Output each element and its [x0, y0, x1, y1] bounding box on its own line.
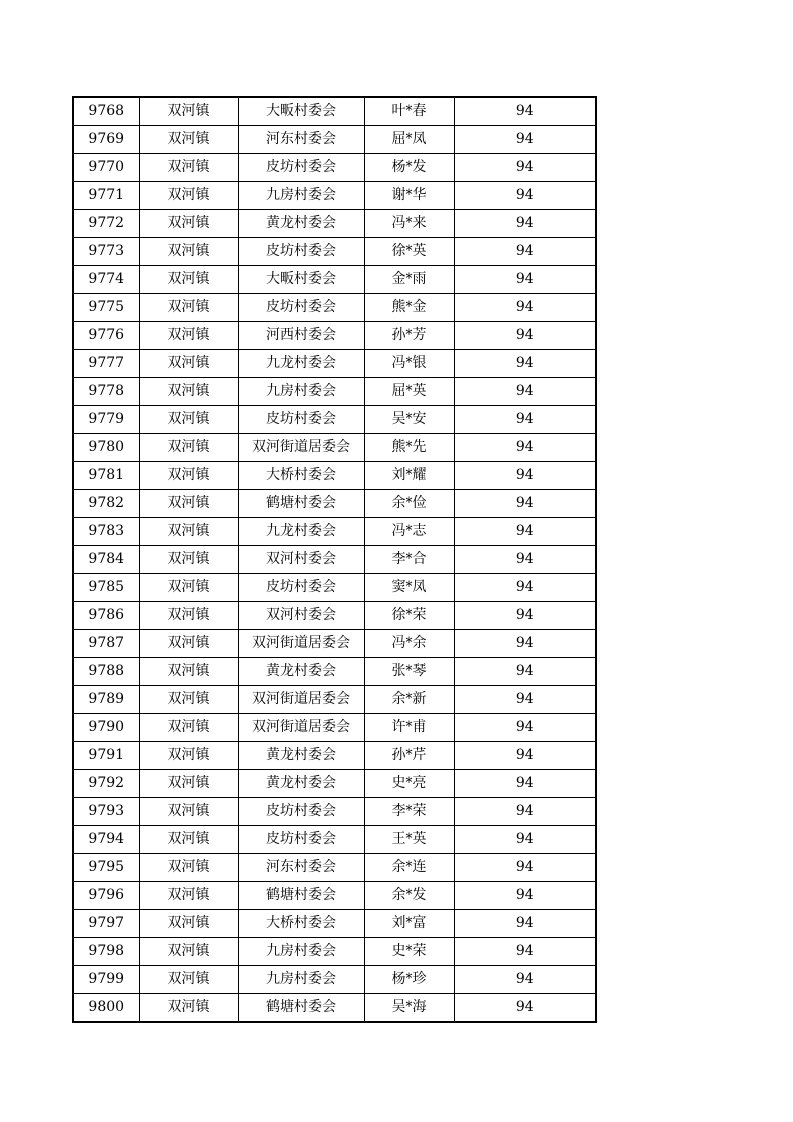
village-cell: 双河街道居委会: [238, 630, 364, 658]
score-cell: 94: [454, 546, 596, 574]
row-number-cell: 9770: [73, 154, 139, 182]
village-cell: 双河村委会: [238, 546, 364, 574]
table-row: [73, 714, 596, 742]
village-cell: 大桥村委会: [238, 462, 364, 490]
score-cell: 94: [454, 798, 596, 826]
score-cell: 94: [454, 630, 596, 658]
score-cell: 94: [454, 882, 596, 910]
town-cell: 双河镇: [139, 126, 238, 154]
town-cell: 双河镇: [139, 462, 238, 490]
table-row: [73, 854, 596, 882]
score-cell: 94: [454, 350, 596, 378]
score-cell: 94: [454, 210, 596, 238]
row-number-cell: 9792: [73, 770, 139, 798]
table-row: [73, 994, 596, 1023]
village-cell: 大畈村委会: [238, 266, 364, 294]
name-cell: 史*荣: [364, 938, 454, 966]
village-cell: 河东村委会: [238, 854, 364, 882]
score-cell: 94: [454, 406, 596, 434]
name-cell: 徐*荣: [364, 602, 454, 630]
name-cell: 孙*芳: [364, 322, 454, 350]
score-cell: 94: [454, 434, 596, 462]
row-number-cell: 9790: [73, 714, 139, 742]
table-row: [73, 378, 596, 406]
name-cell: 李*荣: [364, 798, 454, 826]
row-number-cell: 9768: [73, 97, 139, 126]
town-cell: 双河镇: [139, 910, 238, 938]
table-row: [73, 210, 596, 238]
row-number-cell: 9783: [73, 518, 139, 546]
town-cell: 双河镇: [139, 686, 238, 714]
row-number-cell: 9780: [73, 434, 139, 462]
score-cell: 94: [454, 574, 596, 602]
score-cell: 94: [454, 826, 596, 854]
table-row: [73, 518, 596, 546]
town-cell: 双河镇: [139, 714, 238, 742]
row-number-cell: 9788: [73, 658, 139, 686]
town-cell: 双河镇: [139, 378, 238, 406]
town-cell: 双河镇: [139, 630, 238, 658]
town-cell: 双河镇: [139, 182, 238, 210]
table-row: [73, 686, 596, 714]
row-number-cell: 9778: [73, 378, 139, 406]
village-cell: 鹤塘村委会: [238, 882, 364, 910]
row-number-cell: 9797: [73, 910, 139, 938]
village-cell: 双河村委会: [238, 602, 364, 630]
name-cell: 杨*发: [364, 154, 454, 182]
town-cell: 双河镇: [139, 406, 238, 434]
village-cell: 九龙村委会: [238, 350, 364, 378]
table-row: [73, 798, 596, 826]
village-cell: 九房村委会: [238, 938, 364, 966]
town-cell: 双河镇: [139, 994, 238, 1023]
score-cell: 94: [454, 770, 596, 798]
score-cell: 94: [454, 938, 596, 966]
name-cell: 余*俭: [364, 490, 454, 518]
name-cell: 孙*芹: [364, 742, 454, 770]
village-cell: 大桥村委会: [238, 910, 364, 938]
village-cell: 皮坊村委会: [238, 154, 364, 182]
village-cell: 皮坊村委会: [238, 574, 364, 602]
village-cell: 双河街道居委会: [238, 714, 364, 742]
score-cell: 94: [454, 854, 596, 882]
village-cell: 黄龙村委会: [238, 770, 364, 798]
score-cell: 94: [454, 490, 596, 518]
score-cell: 94: [454, 602, 596, 630]
score-cell: 94: [454, 518, 596, 546]
village-cell: 黄龙村委会: [238, 742, 364, 770]
score-cell: 94: [454, 154, 596, 182]
score-cell: 94: [454, 97, 596, 126]
score-cell: 94: [454, 182, 596, 210]
table-row: [73, 97, 596, 126]
village-cell: 鹤塘村委会: [238, 994, 364, 1023]
town-cell: 双河镇: [139, 546, 238, 574]
name-cell: 吴*海: [364, 994, 454, 1023]
score-cell: 94: [454, 462, 596, 490]
score-cell: 94: [454, 266, 596, 294]
name-cell: 刘*耀: [364, 462, 454, 490]
village-cell: 皮坊村委会: [238, 798, 364, 826]
town-cell: 双河镇: [139, 770, 238, 798]
name-cell: 杨*珍: [364, 966, 454, 994]
table-row: [73, 322, 596, 350]
row-number-cell: 9789: [73, 686, 139, 714]
village-cell: 九房村委会: [238, 378, 364, 406]
row-number-cell: 9779: [73, 406, 139, 434]
data-table: [72, 96, 597, 1023]
name-cell: 熊*先: [364, 434, 454, 462]
row-number-cell: 9796: [73, 882, 139, 910]
score-cell: 94: [454, 126, 596, 154]
name-cell: 余*连: [364, 854, 454, 882]
table-row: [73, 574, 596, 602]
table-row: [73, 462, 596, 490]
table-row: [73, 770, 596, 798]
score-cell: 94: [454, 910, 596, 938]
town-cell: 双河镇: [139, 518, 238, 546]
town-cell: 双河镇: [139, 742, 238, 770]
row-number-cell: 9769: [73, 126, 139, 154]
row-number-cell: 9787: [73, 630, 139, 658]
table-row: [73, 182, 596, 210]
table-row: [73, 910, 596, 938]
row-number-cell: 9800: [73, 994, 139, 1023]
town-cell: 双河镇: [139, 854, 238, 882]
row-number-cell: 9794: [73, 826, 139, 854]
town-cell: 双河镇: [139, 658, 238, 686]
table-row: [73, 490, 596, 518]
name-cell: 冯*银: [364, 350, 454, 378]
table-row: [73, 938, 596, 966]
row-number-cell: 9793: [73, 798, 139, 826]
name-cell: 熊*金: [364, 294, 454, 322]
row-number-cell: 9795: [73, 854, 139, 882]
table-row: [73, 742, 596, 770]
table-row: [73, 882, 596, 910]
town-cell: 双河镇: [139, 966, 238, 994]
town-cell: 双河镇: [139, 266, 238, 294]
town-cell: 双河镇: [139, 350, 238, 378]
table-row: [73, 350, 596, 378]
town-cell: 双河镇: [139, 574, 238, 602]
table-row: [73, 966, 596, 994]
row-number-cell: 9775: [73, 294, 139, 322]
village-cell: 九龙村委会: [238, 518, 364, 546]
row-number-cell: 9771: [73, 182, 139, 210]
table-row: [73, 126, 596, 154]
town-cell: 双河镇: [139, 826, 238, 854]
table-row: [73, 406, 596, 434]
village-cell: 黄龙村委会: [238, 658, 364, 686]
name-cell: 李*合: [364, 546, 454, 574]
village-cell: 皮坊村委会: [238, 826, 364, 854]
row-number-cell: 9781: [73, 462, 139, 490]
village-cell: 河东村委会: [238, 126, 364, 154]
town-cell: 双河镇: [139, 938, 238, 966]
town-cell: 双河镇: [139, 97, 238, 126]
town-cell: 双河镇: [139, 602, 238, 630]
name-cell: 窦*凤: [364, 574, 454, 602]
town-cell: 双河镇: [139, 210, 238, 238]
table-row: [73, 546, 596, 574]
name-cell: 冯*志: [364, 518, 454, 546]
town-cell: 双河镇: [139, 294, 238, 322]
table-row: [73, 434, 596, 462]
town-cell: 双河镇: [139, 238, 238, 266]
table-row: [73, 238, 596, 266]
table-row: [73, 658, 596, 686]
score-cell: 94: [454, 714, 596, 742]
name-cell: 屈*凤: [364, 126, 454, 154]
name-cell: 冯*余: [364, 630, 454, 658]
name-cell: 冯*来: [364, 210, 454, 238]
town-cell: 双河镇: [139, 490, 238, 518]
village-cell: 黄龙村委会: [238, 210, 364, 238]
town-cell: 双河镇: [139, 322, 238, 350]
row-number-cell: 9791: [73, 742, 139, 770]
table-row: [73, 602, 596, 630]
village-cell: 九房村委会: [238, 966, 364, 994]
name-cell: 吴*安: [364, 406, 454, 434]
row-number-cell: 9798: [73, 938, 139, 966]
name-cell: 史*亮: [364, 770, 454, 798]
row-number-cell: 9774: [73, 266, 139, 294]
name-cell: 张*琴: [364, 658, 454, 686]
table-row: [73, 154, 596, 182]
village-cell: 九房村委会: [238, 182, 364, 210]
row-number-cell: 9773: [73, 238, 139, 266]
row-number-cell: 9785: [73, 574, 139, 602]
row-number-cell: 9776: [73, 322, 139, 350]
row-number-cell: 9799: [73, 966, 139, 994]
village-cell: 皮坊村委会: [238, 238, 364, 266]
village-cell: 双河街道居委会: [238, 686, 364, 714]
table-row: [73, 294, 596, 322]
name-cell: 余*发: [364, 882, 454, 910]
name-cell: 刘*富: [364, 910, 454, 938]
score-cell: 94: [454, 322, 596, 350]
score-cell: 94: [454, 238, 596, 266]
table-row: [73, 266, 596, 294]
score-cell: 94: [454, 378, 596, 406]
table-body: [73, 97, 596, 1022]
name-cell: 叶*春: [364, 97, 454, 126]
score-cell: 94: [454, 742, 596, 770]
row-number-cell: 9784: [73, 546, 139, 574]
score-cell: 94: [454, 294, 596, 322]
name-cell: 王*英: [364, 826, 454, 854]
row-number-cell: 9772: [73, 210, 139, 238]
row-number-cell: 9777: [73, 350, 139, 378]
name-cell: 金*雨: [364, 266, 454, 294]
village-cell: 皮坊村委会: [238, 406, 364, 434]
score-cell: 94: [454, 686, 596, 714]
table-row: [73, 630, 596, 658]
name-cell: 谢*华: [364, 182, 454, 210]
town-cell: 双河镇: [139, 154, 238, 182]
village-cell: 双河街道居委会: [238, 434, 364, 462]
name-cell: 许*甫: [364, 714, 454, 742]
score-cell: 94: [454, 658, 596, 686]
village-cell: 皮坊村委会: [238, 294, 364, 322]
town-cell: 双河镇: [139, 882, 238, 910]
town-cell: 双河镇: [139, 798, 238, 826]
row-number-cell: 9786: [73, 602, 139, 630]
score-cell: 94: [454, 966, 596, 994]
town-cell: 双河镇: [139, 434, 238, 462]
village-cell: 鹤塘村委会: [238, 490, 364, 518]
name-cell: 余*新: [364, 686, 454, 714]
village-cell: 河西村委会: [238, 322, 364, 350]
row-number-cell: 9782: [73, 490, 139, 518]
score-cell: 94: [454, 994, 596, 1023]
table-row: [73, 826, 596, 854]
village-cell: 大畈村委会: [238, 97, 364, 126]
name-cell: 徐*英: [364, 238, 454, 266]
name-cell: 屈*英: [364, 378, 454, 406]
